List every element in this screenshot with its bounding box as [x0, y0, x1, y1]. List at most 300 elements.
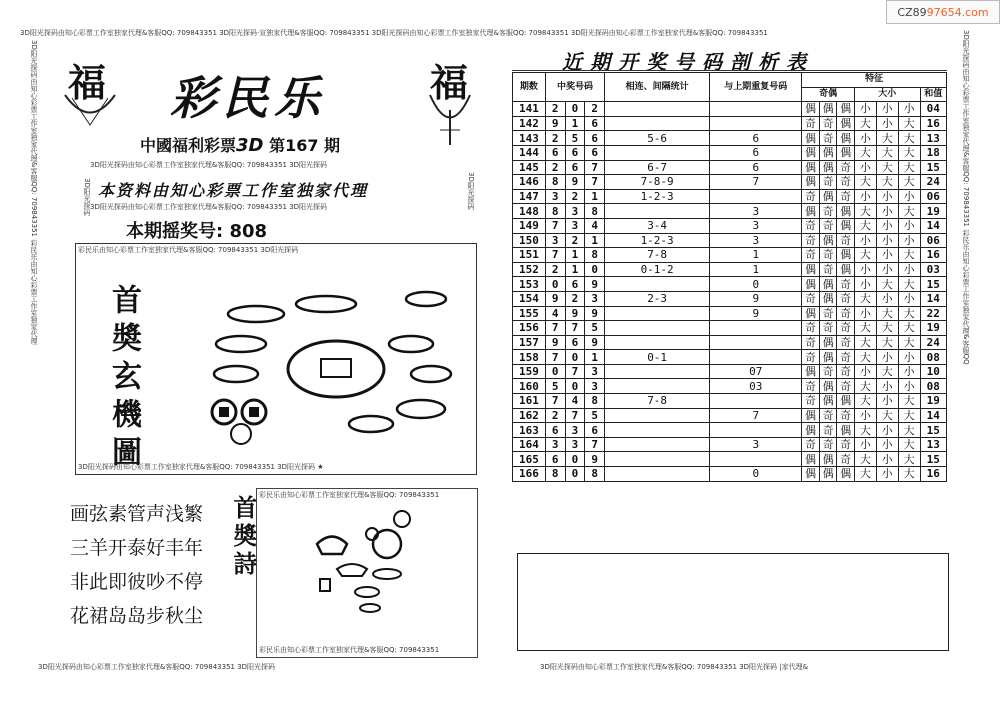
table-title-underline	[512, 70, 947, 71]
digit-cell: 5	[585, 408, 605, 423]
odd-even-cell: 偶	[837, 262, 855, 277]
digit-cell: 7	[565, 408, 585, 423]
odd-even-cell: 偶	[819, 452, 837, 467]
big-small-cell: 小	[876, 379, 898, 394]
digit-cell: 0	[565, 452, 585, 467]
bottom-left-fine-print: 3D阳光探码由知心彩票工作室独家代理&客服QQ: 709843351 3D阳光探码	[38, 663, 276, 671]
digit-cell: 0	[545, 277, 565, 292]
big-small-cell: 小	[854, 262, 876, 277]
period-cell: 156	[513, 321, 546, 336]
table-row	[513, 218, 947, 233]
odd-even-cell: 奇	[802, 233, 820, 248]
bottom-right-fine-print: 3D阳光探码由知心彩票工作室独家代理&客服QQ: 709843351 3D阳光探码 |家代理&	[540, 663, 809, 671]
odd-even-cell: 奇	[819, 204, 837, 219]
sum-cell: 04	[920, 102, 946, 117]
poem-block	[70, 497, 203, 633]
big-small-cell: 大	[876, 145, 898, 160]
odd-even-cell: 偶	[802, 262, 820, 277]
digit-cell: 6	[585, 145, 605, 160]
period-cell: 148	[513, 204, 546, 219]
digit-cell: 6	[565, 277, 585, 292]
odd-even-cell: 奇	[837, 306, 855, 321]
repeat-cell: 7	[710, 175, 802, 190]
repeat-cell: 6	[710, 160, 802, 175]
sum-cell: 16	[920, 116, 946, 131]
big-small-cell: 小	[876, 423, 898, 438]
puzzle-vertical-title: 首奬玄機圖	[106, 284, 141, 474]
poem-line: 三羊开泰好丰年	[70, 537, 204, 559]
big-small-cell: 大	[898, 145, 920, 160]
header-winning: 中奖号码	[545, 73, 604, 102]
digit-cell: 1	[585, 233, 605, 248]
table-row	[513, 145, 947, 160]
consecutive-cell	[605, 423, 710, 438]
period-cell: 161	[513, 394, 546, 409]
table-row	[513, 452, 947, 467]
odd-even-cell: 奇	[837, 321, 855, 336]
odd-even-cell: 偶	[819, 102, 837, 117]
odd-even-cell: 偶	[802, 145, 820, 160]
repeat-cell	[710, 189, 802, 204]
consecutive-cell: 7-8	[605, 248, 710, 263]
consecutive-cell	[605, 116, 710, 131]
sum-cell: 15	[920, 423, 946, 438]
odd-even-cell: 奇	[819, 262, 837, 277]
digit-cell: 3	[565, 218, 585, 233]
odd-even-cell: 奇	[802, 291, 820, 306]
odd-even-cell: 偶	[819, 291, 837, 306]
period-cell: 155	[513, 306, 546, 321]
puzzle-picture-box	[75, 243, 477, 475]
odd-even-cell: 偶	[837, 131, 855, 146]
digit-cell: 6	[565, 335, 585, 350]
digit-cell: 2	[545, 102, 565, 117]
odd-even-cell: 奇	[837, 335, 855, 350]
odd-even-cell: 偶	[819, 277, 837, 292]
repeat-cell: 3	[710, 437, 802, 452]
odd-even-cell: 奇	[802, 248, 820, 263]
consecutive-cell: 7-8	[605, 394, 710, 409]
consecutive-cell	[605, 306, 710, 321]
odd-even-cell: 奇	[802, 218, 820, 233]
repeat-cell: 0	[710, 277, 802, 292]
digit-cell: 7	[565, 321, 585, 336]
digit-cell: 2	[545, 131, 565, 146]
digit-cell: 3	[545, 233, 565, 248]
period-cell: 144	[513, 145, 546, 160]
repeat-cell: 1	[710, 248, 802, 263]
big-small-cell: 大	[898, 131, 920, 146]
digit-cell: 3	[565, 204, 585, 219]
digit-cell: 3	[585, 364, 605, 379]
odd-even-cell: 偶	[819, 467, 837, 482]
table-title: 近期开奖号码剖析表	[562, 50, 814, 74]
digit-cell: 8	[585, 467, 605, 482]
big-small-cell: 小	[876, 218, 898, 233]
digit-cell: 6	[585, 116, 605, 131]
site-watermark[interactable]	[886, 0, 1000, 24]
odd-even-cell: 奇	[837, 437, 855, 452]
big-small-cell: 大	[854, 145, 876, 160]
sum-cell: 16	[920, 467, 946, 482]
big-small-cell: 小	[898, 102, 920, 117]
odd-even-cell: 奇	[837, 408, 855, 423]
repeat-cell	[710, 394, 802, 409]
big-small-cell: 小	[898, 189, 920, 204]
sum-cell: 08	[920, 350, 946, 365]
top-fine-print: 3D阳光探码由知心彩票工作室独家代理&客服QQ: 709843351 3D阳光探码·宣独家代理&客服QQ: 709843351 3D阳光探码由知心彩票工作室独家代理&客服QQ: 709843351 3D阳光探码由知心彩票工作室独家代理&客服QQ: 709843351	[20, 29, 768, 37]
big-small-cell: 小	[854, 102, 876, 117]
digit-cell: 0	[565, 379, 585, 394]
sum-cell: 13	[920, 131, 946, 146]
period-cell: 150	[513, 233, 546, 248]
repeat-cell: 6	[710, 131, 802, 146]
fu-character-left: 福	[68, 60, 107, 105]
poem-line: 非此即彼吵不停	[70, 571, 204, 593]
consecutive-cell	[605, 204, 710, 219]
table-row	[513, 306, 947, 321]
consecutive-cell	[605, 277, 710, 292]
odd-even-cell: 奇	[802, 335, 820, 350]
period-cell: 164	[513, 437, 546, 452]
digit-cell: 8	[545, 204, 565, 219]
sum-cell: 06	[920, 233, 946, 248]
odd-even-cell: 奇	[837, 379, 855, 394]
digit-cell: 9	[545, 116, 565, 131]
odd-even-cell: 偶	[819, 160, 837, 175]
poem-line: 画弦素管声浅繁	[70, 503, 204, 525]
consecutive-cell: 7-8-9	[605, 175, 710, 190]
odd-even-cell: 奇	[819, 175, 837, 190]
sum-cell: 24	[920, 175, 946, 190]
sum-cell: 24	[920, 335, 946, 350]
odd-even-cell: 偶	[802, 364, 820, 379]
big-small-cell: 大	[898, 437, 920, 452]
big-small-cell: 大	[854, 467, 876, 482]
consecutive-cell: 1-2-3	[605, 233, 710, 248]
odd-even-cell: 偶	[837, 145, 855, 160]
big-small-cell: 大	[854, 291, 876, 306]
digit-cell: 7	[585, 160, 605, 175]
big-small-cell: 大	[898, 277, 920, 292]
odd-even-cell: 偶	[837, 394, 855, 409]
big-small-cell: 大	[898, 160, 920, 175]
odd-even-cell: 偶	[802, 131, 820, 146]
odd-even-cell: 奇	[819, 408, 837, 423]
header-consecutive: 相连、间隔统计	[605, 73, 710, 102]
repeat-cell	[710, 452, 802, 467]
big-small-cell: 小	[876, 204, 898, 219]
odd-even-cell: 奇	[819, 131, 837, 146]
digit-cell: 9	[585, 306, 605, 321]
digit-cell: 9	[585, 277, 605, 292]
odd-even-cell: 偶	[837, 248, 855, 263]
table-row	[513, 175, 947, 190]
issue-label: 第167 期	[269, 136, 341, 155]
odd-even-cell: 奇	[837, 452, 855, 467]
table-row	[513, 102, 947, 117]
table-row	[513, 408, 947, 423]
repeat-cell: 07	[710, 364, 802, 379]
consecutive-cell	[605, 452, 710, 467]
repeat-cell: 03	[710, 379, 802, 394]
digit-cell: 0	[585, 262, 605, 277]
sum-cell: 14	[920, 218, 946, 233]
odd-even-cell: 偶	[802, 467, 820, 482]
big-small-cell: 大	[876, 277, 898, 292]
odd-even-cell: 奇	[819, 321, 837, 336]
period-cell: 162	[513, 408, 546, 423]
digit-cell: 2	[565, 233, 585, 248]
big-small-cell: 小	[876, 291, 898, 306]
big-small-cell: 小	[898, 350, 920, 365]
odd-even-cell: 奇	[802, 379, 820, 394]
period-cell: 165	[513, 452, 546, 467]
digit-cell: 6	[565, 145, 585, 160]
big-small-cell: 大	[898, 452, 920, 467]
period-cell: 143	[513, 131, 546, 146]
odd-even-cell: 奇	[802, 350, 820, 365]
period-cell: 141	[513, 102, 546, 117]
table-row	[513, 423, 947, 438]
header-big-small: 大小	[854, 87, 920, 102]
big-small-cell: 大	[876, 408, 898, 423]
repeat-cell: 3	[710, 204, 802, 219]
table-row	[513, 277, 947, 292]
table-row	[513, 321, 947, 336]
digit-cell: 7	[545, 350, 565, 365]
period-cell: 163	[513, 423, 546, 438]
notes-box	[517, 553, 949, 651]
sum-cell: 19	[920, 321, 946, 336]
repeat-cell: 7	[710, 408, 802, 423]
big-small-cell: 小	[898, 379, 920, 394]
right-vertical-fine-print: 3D阳光探码由知心彩票工作室独家代理&客服QQ: 709843351 彩民乐由知心彩票工作室独家代理&客服QQ	[962, 30, 970, 365]
sum-cell: 13	[920, 437, 946, 452]
big-small-cell: 大	[898, 321, 920, 336]
repeat-cell	[710, 335, 802, 350]
big-small-cell: 大	[898, 204, 920, 219]
table-row	[513, 262, 947, 277]
odd-even-cell: 偶	[819, 189, 837, 204]
draw-number-line: 本期摇奖号: 808	[126, 221, 268, 242]
odd-even-cell: 奇	[837, 350, 855, 365]
sum-cell: 08	[920, 379, 946, 394]
digit-cell: 6	[585, 423, 605, 438]
digit-cell: 4	[545, 306, 565, 321]
consecutive-cell: 0-1-2	[605, 262, 710, 277]
big-small-cell: 大	[854, 218, 876, 233]
big-small-cell: 小	[898, 291, 920, 306]
brand-title: 彩民乐	[170, 71, 326, 125]
digit-cell: 9	[545, 335, 565, 350]
period-cell: 152	[513, 262, 546, 277]
table-row	[513, 160, 947, 175]
issue-line	[140, 133, 340, 156]
big-small-cell: 小	[876, 116, 898, 131]
sum-cell: 22	[920, 306, 946, 321]
side-small-left: 3D阳光探码	[83, 178, 91, 216]
odd-even-cell: 奇	[819, 218, 837, 233]
period-cell: 149	[513, 218, 546, 233]
odd-even-cell: 奇	[819, 116, 837, 131]
big-small-cell: 小	[876, 189, 898, 204]
poem-picture-box	[256, 488, 478, 658]
digit-cell: 8	[585, 394, 605, 409]
big-small-cell: 大	[876, 306, 898, 321]
big-small-cell: 小	[876, 452, 898, 467]
period-cell: 146	[513, 175, 546, 190]
digit-cell: 3	[565, 423, 585, 438]
draw-analysis-table	[512, 72, 947, 482]
table-row	[513, 116, 947, 131]
odd-even-cell: 偶	[837, 218, 855, 233]
issue-game: 3D	[236, 135, 264, 156]
digit-cell: 0	[565, 467, 585, 482]
big-small-cell: 大	[854, 350, 876, 365]
odd-even-cell: 奇	[837, 233, 855, 248]
digit-cell: 5	[585, 321, 605, 336]
period-cell: 142	[513, 116, 546, 131]
consecutive-cell: 6-7	[605, 160, 710, 175]
big-small-cell: 小	[876, 248, 898, 263]
digit-cell: 2	[545, 408, 565, 423]
odd-even-cell: 奇	[819, 437, 837, 452]
odd-even-cell: 奇	[837, 189, 855, 204]
repeat-cell: 0	[710, 467, 802, 482]
big-small-cell: 大	[898, 408, 920, 423]
sum-cell: 06	[920, 189, 946, 204]
digit-cell: 7	[585, 437, 605, 452]
repeat-cell: 6	[710, 145, 802, 160]
sum-cell: 16	[920, 248, 946, 263]
table-row	[513, 394, 947, 409]
odd-even-cell: 奇	[819, 364, 837, 379]
digit-cell: 7	[585, 175, 605, 190]
period-cell: 145	[513, 160, 546, 175]
odd-even-cell: 偶	[802, 102, 820, 117]
big-small-cell: 小	[876, 102, 898, 117]
digit-cell: 7	[545, 248, 565, 263]
consecutive-cell	[605, 102, 710, 117]
table-row	[513, 364, 947, 379]
sum-cell: 14	[920, 408, 946, 423]
big-small-cell: 大	[854, 175, 876, 190]
digit-cell: 1	[565, 116, 585, 131]
table-row	[513, 204, 947, 219]
consecutive-cell	[605, 145, 710, 160]
big-small-cell: 大	[876, 175, 898, 190]
repeat-cell: 3	[710, 233, 802, 248]
sum-cell: 15	[920, 160, 946, 175]
period-cell: 159	[513, 364, 546, 379]
big-small-cell: 大	[876, 131, 898, 146]
odd-even-cell: 偶	[802, 277, 820, 292]
big-small-cell: 大	[898, 116, 920, 131]
big-small-cell: 小	[898, 364, 920, 379]
period-cell: 166	[513, 467, 546, 482]
header-sum: 和值	[920, 87, 946, 102]
odd-even-cell: 偶	[837, 102, 855, 117]
header-repeat: 与上期重复号码	[710, 73, 802, 102]
issue-prefix: 中國福利彩票	[140, 136, 237, 155]
digit-cell: 3	[565, 437, 585, 452]
digit-cell: 7	[545, 321, 565, 336]
big-small-cell: 小	[876, 350, 898, 365]
digit-cell: 2	[545, 160, 565, 175]
big-small-cell: 小	[876, 233, 898, 248]
odd-even-cell: 偶	[819, 335, 837, 350]
digit-cell: 6	[545, 423, 565, 438]
sum-cell: 19	[920, 204, 946, 219]
big-small-cell: 大	[854, 379, 876, 394]
big-small-cell: 大	[854, 335, 876, 350]
sum-cell: 19	[920, 394, 946, 409]
odd-even-cell: 偶	[802, 175, 820, 190]
odd-even-cell: 奇	[837, 277, 855, 292]
period-cell: 153	[513, 277, 546, 292]
odd-even-cell: 奇	[837, 175, 855, 190]
big-small-cell: 小	[854, 160, 876, 175]
big-small-cell: 小	[876, 262, 898, 277]
sum-cell: 15	[920, 277, 946, 292]
consecutive-cell	[605, 408, 710, 423]
digit-cell: 1	[585, 350, 605, 365]
digit-cell: 9	[585, 335, 605, 350]
digit-cell: 8	[545, 175, 565, 190]
odd-even-cell: 奇	[802, 189, 820, 204]
digit-cell: 1	[585, 189, 605, 204]
table-row	[513, 467, 947, 482]
digit-cell: 6	[585, 131, 605, 146]
big-small-cell: 小	[898, 262, 920, 277]
sum-cell: 15	[920, 452, 946, 467]
table-row	[513, 248, 947, 263]
odd-even-cell: 偶	[819, 394, 837, 409]
table-row	[513, 379, 947, 394]
repeat-cell	[710, 423, 802, 438]
table-row	[513, 291, 947, 306]
consecutive-cell	[605, 379, 710, 394]
digit-cell: 2	[565, 291, 585, 306]
odd-even-cell: 奇	[837, 160, 855, 175]
box2-top-fine-print: 彩民乐由知心彩票工作室独家代理&客服QQ: 709843351	[259, 491, 440, 499]
digit-cell: 3	[585, 291, 605, 306]
odd-even-cell: 奇	[837, 364, 855, 379]
period-cell: 158	[513, 350, 546, 365]
consecutive-cell: 0-1	[605, 350, 710, 365]
repeat-cell	[710, 116, 802, 131]
repeat-cell: 3	[710, 218, 802, 233]
big-small-cell: 大	[898, 394, 920, 409]
odd-even-cell: 偶	[802, 204, 820, 219]
big-small-cell: 大	[876, 335, 898, 350]
digit-cell: 6	[545, 452, 565, 467]
big-small-cell: 大	[854, 423, 876, 438]
watermark-prefix: CZ89	[897, 5, 927, 19]
coins-illustration-icon	[196, 284, 466, 454]
box1-bottom-fine-print: 3D阳光探码由知心彩票工作室独家代理&客服QQ: 709843351 3D阳光探码 ★	[78, 463, 324, 471]
big-small-cell: 大	[898, 423, 920, 438]
big-small-cell: 大	[898, 467, 920, 482]
big-small-cell: 大	[854, 116, 876, 131]
odd-even-cell: 偶	[802, 452, 820, 467]
big-small-cell: 大	[854, 321, 876, 336]
mid-fine-print-1: 3D阳光探码由知心彩票工作室独家代理&客服QQ: 709843351 3D阳光探码	[90, 161, 328, 169]
digit-cell: 7	[545, 394, 565, 409]
digit-cell: 5	[545, 379, 565, 394]
consecutive-cell: 2-3	[605, 291, 710, 306]
